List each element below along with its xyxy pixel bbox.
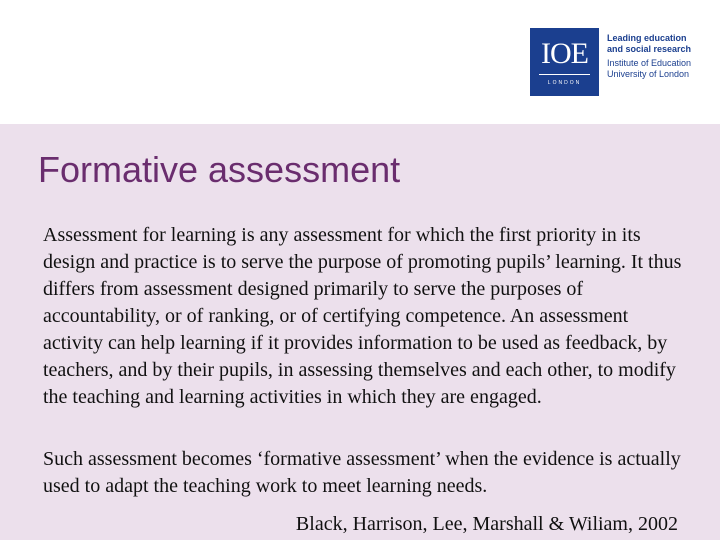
ioe-logo-rule	[539, 74, 590, 75]
ioe-logo-box	[530, 28, 599, 96]
body-paragraph-1: Assessment for learning is any assessment for which the first priority in its design and practice is to serve the purpose of promoting pupils’ learning. It thus differs from assessment designed primarily to serve the purposes of accountability, or of ranking, or of certifying competence. An assessment activity can help learning if it provides information to be used as feedback, by teachers, and by their pupils, in assessing themselves and each other, to modify the teaching and learning activities in which they are engaged.	[43, 224, 682, 408]
logo-line-4: University of London	[607, 69, 690, 79]
body-paragraph-2: Such assessment becomes ‘formative assessment’ when the evidence is actually used to adapt the teaching work to meet learning needs.	[43, 448, 681, 497]
logo-line-2: and social research	[607, 44, 692, 54]
citation: Black, Harrison, Lee, Marshall & Wiliam, 2002	[295, 513, 678, 535]
logo-line-1: Leading education	[607, 33, 687, 43]
logo-line-3: Institute of Education	[607, 58, 692, 68]
ioe-logo-mark: IOE	[541, 37, 588, 70]
ioe-logo	[530, 28, 690, 96]
slide-title: Formative assessment	[38, 149, 401, 190]
ioe-logo-text	[607, 33, 697, 80]
ioe-logo-subtitle: LONDON	[547, 80, 582, 86]
slide-header	[0, 0, 720, 124]
